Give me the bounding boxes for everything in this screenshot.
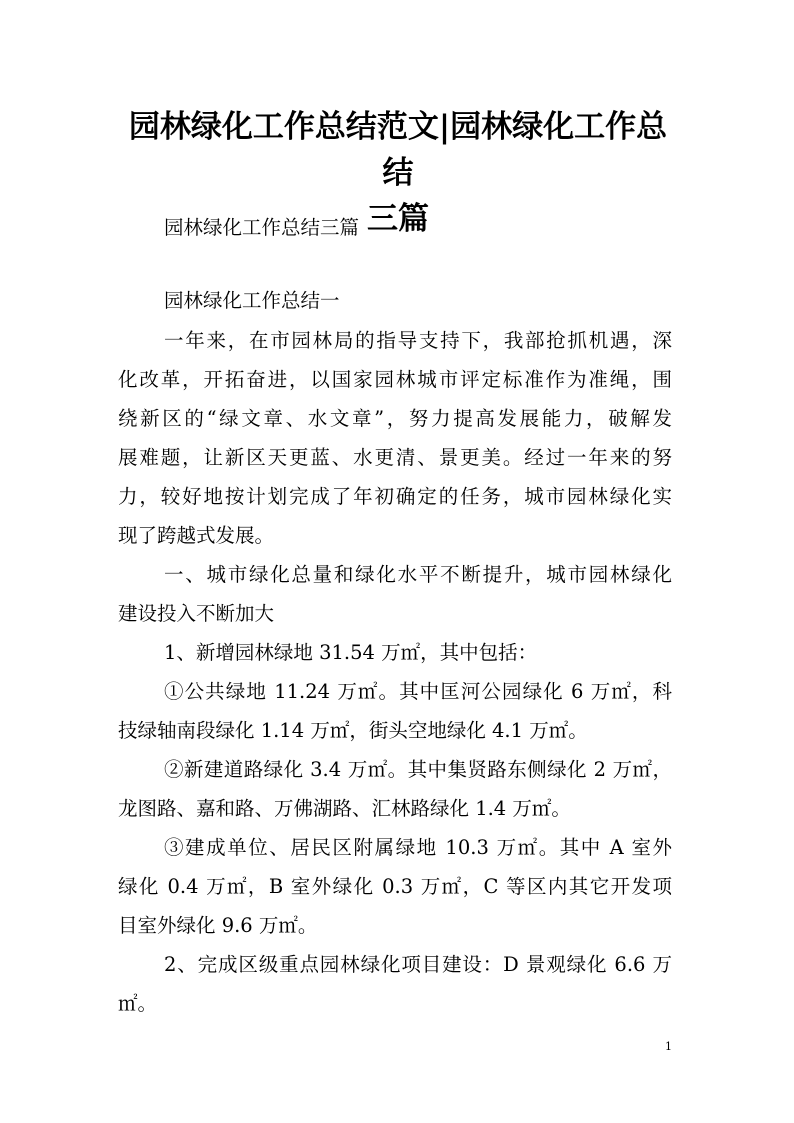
paragraph-1-line-4: 展难题，让新区天更蓝、水更清、景更美。经过一年来的努 (118, 446, 672, 469)
paragraph-4-line-1: ①公共绿地 11.24 万㎡。其中匡河公园绿化 6 万㎡，科 (164, 680, 672, 703)
document-title-line-1: 园林绿化工作总结范文|园林绿化工作总结 (128, 109, 668, 191)
paragraph-7-line-2: ㎡。 (118, 992, 158, 1015)
paragraph-6-line-1: ③建成单位、居民区附属绿地 10.3 万㎡。其中 A 室外 (164, 836, 672, 859)
paragraph-1-line-5: 力，较好地按计划完成了年初确定的任务，城市园林绿化实 (118, 485, 672, 508)
paragraph-2-line-1: 一、城市绿化总量和绿化水平不断提升，城市园林绿化 (164, 563, 672, 586)
paragraph-1-line-1: 一年来，在市园林局的指导支持下，我部抢抓机遇，深 (164, 329, 672, 352)
paragraph-3-line-1: 1、新增园林绿地 31.54 万㎡，其中包括： (164, 641, 538, 664)
paragraph-7-line-1: 2、完成区级重点园林绿化项目建设：D 景观绿化 6.6 万 (164, 953, 672, 976)
paragraph-6-line-2: 绿化 0.4 万㎡，B 室外绿化 0.3 万㎡，C 等区内其它开发项 (118, 875, 672, 898)
section-heading: 园林绿化工作总结一 (164, 289, 340, 312)
document-title-line-2: 三篇 (367, 201, 429, 237)
paragraph-2-line-2: 建设投入不断加大 (118, 602, 275, 625)
document-subtitle: 园林绿化工作总结三篇 (164, 216, 360, 239)
paragraph-6-line-3: 目室外绿化 9.6 万㎡。 (118, 914, 318, 937)
paragraph-4-line-2: 技绿轴南段绿化 1.14 万㎡，街头空地绿化 4.1 万㎡。 (118, 719, 588, 742)
page-number: 1 (665, 1040, 672, 1053)
paragraph-1-line-3: 绕新区的“绿文章、水文章”，努力提高发展能力，破解发 (118, 407, 672, 430)
paragraph-1-line-2: 化改革，开拓奋进，以国家园林城市评定标准作为准绳，围 (118, 368, 672, 391)
paragraph-1-line-6: 现了跨越式发展。 (118, 524, 275, 547)
paragraph-5-line-1: ②新建道路绿化 3.4 万㎡。其中集贤路东侧绿化 2 万㎡， (164, 758, 672, 781)
paragraph-5-line-2: 龙图路、嘉和路、万佛湖路、汇林路绿化 1.4 万㎡。 (118, 797, 571, 820)
